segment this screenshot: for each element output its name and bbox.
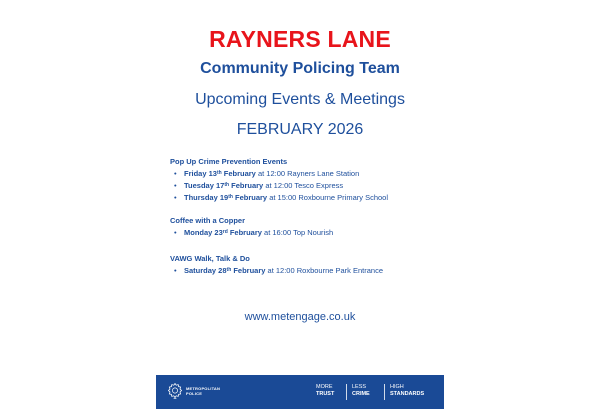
month-heading: FEBRUARY 2026: [236, 121, 364, 138]
tagline-bottom: STANDARDS: [390, 391, 425, 397]
section-coffee-with-copper: [170, 216, 470, 239]
event-date: Thursday 19th February: [184, 193, 268, 202]
section-title: Coffee with a Copper: [170, 216, 246, 225]
event-details: at 12:00 Rayners Lane Station: [255, 169, 360, 178]
website-link[interactable]: www.metengage.co.uk: [244, 311, 356, 323]
list-item: [170, 168, 470, 180]
list-item: [170, 227, 470, 239]
event-list: [170, 227, 470, 239]
tagline-top: MORE: [316, 384, 333, 390]
logo-line-2: POLICE: [186, 391, 203, 396]
tagline-more-trust: [316, 384, 334, 402]
divider: [346, 384, 347, 400]
bullet: •: [174, 169, 177, 178]
tagline-bottom: TRUST: [316, 391, 335, 397]
event-list: [170, 168, 470, 204]
event-list: [170, 265, 470, 277]
bullet: •: [174, 181, 177, 190]
event-date: Friday 13th February: [184, 169, 256, 178]
met-police-logo: [168, 383, 220, 399]
section-title: VAWG Walk, Talk & Do: [170, 254, 250, 263]
tagline-bottom: CRIME: [352, 391, 370, 397]
list-item: [170, 265, 470, 277]
divider: [384, 384, 385, 400]
logo-text: [186, 386, 220, 396]
tagline-top: LESS: [352, 384, 367, 390]
event-details: at 12:00 Tesco Express: [263, 181, 344, 190]
team-name: Community Policing Team: [200, 60, 400, 77]
bullet: •: [174, 193, 177, 202]
section-pop-up-events: [170, 157, 470, 204]
met-police-crest-icon: [168, 383, 182, 399]
list-item: [170, 180, 470, 192]
event-details: at 12:00 Roxbourne Park Entrance: [265, 266, 384, 275]
poster-title: RAYNERS LANE: [209, 26, 391, 52]
tagline-top: HIGH: [390, 384, 404, 390]
event-details: at 15:00 Roxbourne Primary School: [267, 193, 389, 202]
list-item: [170, 192, 470, 204]
section-vawg-walk: [170, 254, 470, 277]
event-date: Saturday 28th February: [184, 266, 266, 275]
logo-line-1: METROPOLITAN: [186, 386, 221, 391]
section-title: Pop Up Crime Prevention Events: [170, 157, 288, 166]
event-date: Monday 23rd February: [184, 228, 262, 237]
bullet: •: [174, 266, 177, 275]
bullet: •: [174, 228, 177, 237]
event-details: at 16:00 Top Nourish: [261, 228, 334, 237]
event-date: Tuesday 17th February: [184, 181, 264, 190]
footer-banner: [156, 375, 444, 409]
tagline-high-standards: [390, 384, 424, 402]
tagline-less-crime: [352, 384, 370, 402]
events-heading: Upcoming Events & Meetings: [195, 91, 405, 108]
